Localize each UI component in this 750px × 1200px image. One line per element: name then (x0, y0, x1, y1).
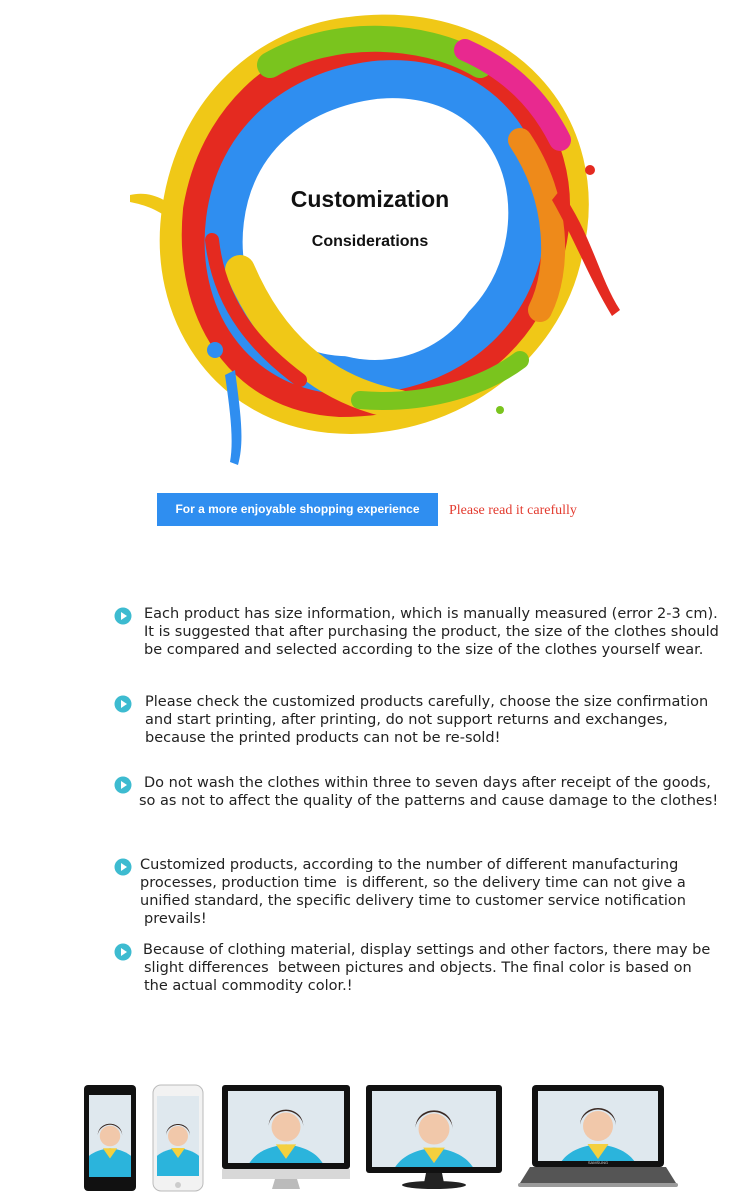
desktop-monitor-icon (222, 1075, 350, 1189)
iphone-icon (138, 1085, 218, 1191)
banner-note: Please read it carefully (449, 503, 577, 518)
note-line: unified standard, the specific delivery time to customer service notification (140, 893, 686, 909)
note-line: processes, production time is different, so the delivery time can not give a (140, 875, 686, 891)
tv-monitor-icon (366, 1075, 502, 1191)
note-line: Do not wash the clothes within three to seven days after receipt of the goods, (144, 775, 711, 791)
play-bullet-icon (114, 858, 132, 876)
banner-pill: For a more enjoyable shopping experience (157, 493, 438, 526)
android-phone-icon (69, 1085, 151, 1191)
play-bullet-icon (114, 943, 132, 961)
hero-title: Customization (290, 186, 450, 212)
device-brand: SAMSUNG (587, 1160, 609, 1165)
note-line: Please check the customized products carefully, choose the size confirmation (145, 694, 709, 710)
laptop-icon (518, 1075, 678, 1187)
note-item (114, 774, 740, 812)
note-item (114, 856, 740, 930)
note-line: prevails! (144, 911, 207, 927)
play-bullet-icon (114, 776, 132, 794)
device-lineup-image (0, 1075, 750, 1200)
note-line: and start printing, after printing, do not support returns and exchanges, (145, 712, 668, 728)
hero-subtitle: Considerations (311, 233, 429, 250)
note-item (114, 693, 740, 749)
play-bullet-icon (114, 607, 132, 625)
note-line: Because of clothing material, display settings and other factors, there may be (143, 942, 711, 958)
note-line: slight differences between pictures and objects. The final color is based on (144, 960, 692, 976)
note-line: Customized products, according to the number of different manufacturing (140, 857, 679, 873)
note-item (114, 941, 740, 997)
note-line: It is suggested that after purchasing the product, the size of the clothes should (144, 624, 719, 640)
note-line: be compared and selected according to the size of the clothes yourself wear. (144, 642, 704, 658)
note-line: Each product has size information, which is manually measured (error 2-3 cm). (144, 606, 718, 622)
note-item (114, 605, 740, 661)
note-line: because the printed products can not be re-sold! (145, 730, 501, 746)
note-line: the actual commodity color.! (144, 978, 353, 994)
play-bullet-icon (114, 695, 132, 713)
note-line: so as not to affect the quality of the patterns and cause damage to the clothes! (139, 793, 719, 809)
